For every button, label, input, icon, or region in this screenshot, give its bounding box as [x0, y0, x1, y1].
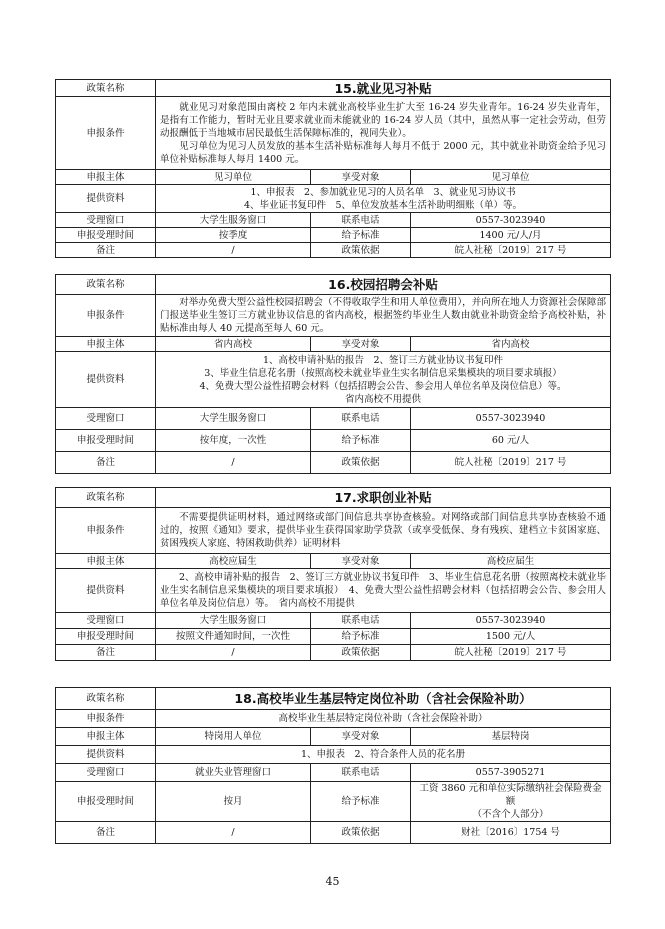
remarks-label: 备注	[56, 452, 156, 474]
beneficiary-label: 享受对象	[311, 554, 411, 569]
basis-label: 政策依据	[311, 822, 411, 844]
conditions-label: 申报条件	[56, 508, 156, 554]
phone-value: 0557-3023940	[411, 213, 611, 228]
materials-paragraph: 2、高校申请补贴的报告 2、签订三方就业协议书复印件 3、毕业生信息花名册（按照离校未就业毕业生实名制信息采集模块的项目要求填报） 4、免费大型公益性招聘会材料（包括招聘会公告、参会用人单位名单及岗位信息）等。 省内高校不用提供	[160, 572, 607, 609]
materials-line-2: 3、毕业生信息花名册（按照高校未就业毕业生实名制信息采集模块的项目要求填报）	[204, 367, 562, 379]
remarks-value: /	[156, 822, 311, 844]
standard-label: 给予标准	[311, 629, 411, 645]
remarks-value: /	[156, 645, 311, 661]
materials-text	[156, 352, 611, 408]
beneficiary-value: 高校应届生	[411, 554, 611, 569]
time-label: 申报受理时间	[56, 629, 156, 645]
applicant-value: 省内高校	[156, 337, 311, 352]
basis-label: 政策依据	[311, 243, 411, 258]
standard-label: 给予标准	[311, 430, 411, 452]
applicant-label: 申报主体	[56, 728, 156, 746]
time-value: 按年度，一次性	[156, 430, 311, 452]
phone-value: 0557-3023940	[411, 613, 611, 629]
applicant-label: 申报主体	[56, 337, 156, 352]
remarks-label: 备注	[56, 645, 156, 661]
window-value: 就业失业管理窗口	[156, 764, 311, 782]
conditions-text	[156, 97, 611, 170]
phone-label: 联系电话	[311, 408, 411, 430]
materials-line-2: 4、毕业证书复印件 5、单位发放基本生活补助明细账（单）等。	[243, 199, 523, 211]
remarks-label: 备注	[56, 822, 156, 844]
beneficiary-value: 见习单位	[411, 170, 611, 185]
conditions-paragraph-1: 就业见习对象范围由离校 2 年内未就业高校毕业生扩大至 16-24 岁失业青年。16-24 岁失业青年，是指有工作能力，暂时无业且要求就业而未能就业的 16-24 岁人员（其中，虽然从事一定社会劳动，但劳动报酬低于当地城市居民最低生活保障标准的，视同失业）。	[160, 101, 607, 139]
applicant-value: 特岗用人单位	[156, 728, 311, 746]
materials-line-1: 1、申报表 2、参加就业见习的人员名单 3、就业见习协议书	[250, 186, 516, 198]
policy-table-18	[55, 687, 611, 844]
materials-label: 提供资料	[56, 569, 156, 613]
basis-value: 皖人社秘〔2019〕217 号	[411, 452, 611, 474]
phone-value: 0557-3023940	[411, 408, 611, 430]
time-value: 按季度	[156, 228, 311, 243]
policy-name-label: 政策名称	[56, 275, 156, 295]
phone-label: 联系电话	[311, 764, 411, 782]
beneficiary-value: 基层特岗	[411, 728, 611, 746]
materials-text	[156, 569, 611, 613]
window-value: 大学生服务窗口	[156, 213, 311, 228]
conditions-label: 申报条件	[56, 295, 156, 337]
time-label: 申报受理时间	[56, 430, 156, 452]
applicant-label: 申报主体	[56, 554, 156, 569]
window-label: 受理窗口	[56, 764, 156, 782]
basis-value: 皖人社秘〔2019〕217 号	[411, 243, 611, 258]
standard-value: 1400 元/人/月	[411, 228, 611, 243]
standard-label: 给予标准	[311, 782, 411, 822]
materials-line-4: 省内高校不用提供	[345, 393, 422, 405]
conditions-text	[156, 508, 611, 554]
time-label: 申报受理时间	[56, 228, 156, 243]
policy-title: 16.校园招聘会补贴	[156, 275, 611, 295]
basis-label: 政策依据	[311, 645, 411, 661]
materials-line-3: 4、免费大型公益性招聘会材料（包括招聘会公告、参会用人单位名单及岗位信息）等。	[199, 380, 567, 392]
materials-label: 提供资料	[56, 185, 156, 213]
standard-line-1: 工资 3860 元和单位实际缴纳社会保险费金额	[419, 783, 602, 807]
policy-title: 17.求职创业补贴	[156, 488, 611, 508]
applicant-value: 见习单位	[156, 170, 311, 185]
materials-label: 提供资料	[56, 352, 156, 408]
conditions-label: 申报条件	[56, 97, 156, 170]
applicant-value: 高校应届生	[156, 554, 311, 569]
conditions-paragraph-2: 见习单位为见习人员发放的基本生活补贴标准每人每月不低于 2000 元，其中就业补助资金给予见习单位补贴标准每人每月 1400 元。	[160, 140, 607, 165]
standard-value	[411, 782, 611, 822]
beneficiary-label: 享受对象	[311, 170, 411, 185]
remarks-value: /	[156, 243, 311, 258]
basis-value: 皖人社秘〔2019〕217 号	[411, 645, 611, 661]
remarks-label: 备注	[56, 243, 156, 258]
time-label: 申报受理时间	[56, 782, 156, 822]
policy-name-label: 政策名称	[56, 80, 156, 97]
materials-text: 1、申报表 2、符合条件人员的花名册	[156, 746, 611, 764]
policy-title: 15.就业见习补贴	[156, 80, 611, 97]
window-label: 受理窗口	[56, 213, 156, 228]
policy-table-15	[55, 79, 611, 258]
beneficiary-label: 享受对象	[311, 728, 411, 746]
policy-name-label: 政策名称	[56, 488, 156, 508]
window-value: 大学生服务窗口	[156, 408, 311, 430]
window-label: 受理窗口	[56, 408, 156, 430]
window-value: 大学生服务窗口	[156, 613, 311, 629]
policy-table-17	[55, 487, 611, 661]
policy-title: 18.高校毕业生基层特定岗位补助（含社会保险补助）	[156, 688, 611, 710]
conditions-text: 高校毕业生基层特定岗位补助（含社会保险补助）	[156, 710, 611, 728]
materials-line-1: 1、高校申请补贴的报告 2、签订三方就业协议书复印件	[262, 354, 504, 366]
policy-name-label: 政策名称	[56, 688, 156, 710]
page-number: 45	[325, 875, 340, 888]
standard-value: 1500 元/人	[411, 629, 611, 645]
standard-line-2: （不含个人部分）	[472, 809, 549, 820]
conditions-paragraph: 对举办免费大型公益性校园招聘会（不得收取学生和用人单位费用），并向所在地人力资源社会保障部门报送毕业生签订三方就业协议信息的省内高校，根据签约毕业生人数由就业补助资金给予高校补贴，补贴标准由每人 40 元提高至每人 60 元。	[160, 297, 607, 334]
remarks-value: /	[156, 452, 311, 474]
basis-value: 财社〔2016〕1754 号	[411, 822, 611, 844]
conditions-text	[156, 295, 611, 337]
conditions-paragraph: 不需要提供证明材料，通过网络或部门间信息共享协查核验。对网络或部门间信息共享协查核验不通过的，按照《通知》要求，提供毕业生获得国家助学贷款（或享受低保、身有残疾、建档立卡贫困家庭、贫困残疾人家庭、特困救助供养）证明材料	[160, 512, 607, 549]
standard-value: 60 元/人	[411, 430, 611, 452]
materials-label: 提供资料	[56, 746, 156, 764]
materials-text	[156, 185, 611, 213]
beneficiary-label: 享受对象	[311, 337, 411, 352]
standard-label: 给予标准	[311, 228, 411, 243]
applicant-label: 申报主体	[56, 170, 156, 185]
time-value: 按照文件通知时间，一次性	[156, 629, 311, 645]
phone-value: 0557-3905271	[411, 764, 611, 782]
basis-label: 政策依据	[311, 452, 411, 474]
phone-label: 联系电话	[311, 213, 411, 228]
phone-label: 联系电话	[311, 613, 411, 629]
conditions-label: 申报条件	[56, 710, 156, 728]
time-value: 按月	[156, 782, 311, 822]
beneficiary-value: 省内高校	[411, 337, 611, 352]
window-label: 受理窗口	[56, 613, 156, 629]
policy-table-16	[55, 274, 611, 474]
